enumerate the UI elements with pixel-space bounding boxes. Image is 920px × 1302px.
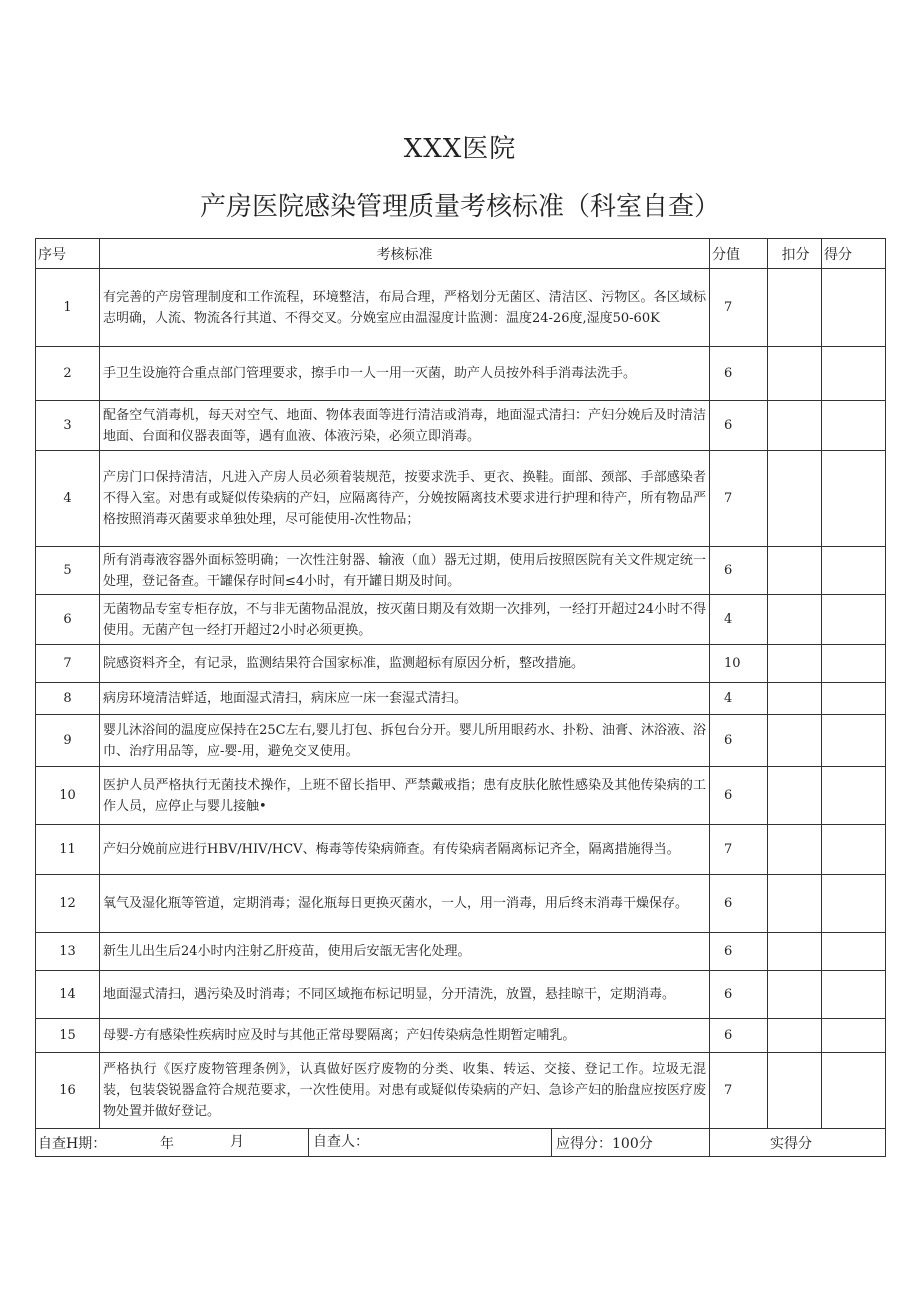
row-no: 4 <box>36 451 100 547</box>
row-standard: 氧气及湿化瓶等管道，定期消毒；湿化瓶每日更换灭菌水，一人，用一消毒，用后终末消毒干燥保存。 <box>100 875 710 933</box>
row-standard: 母婴-方有感染性疾病时应及时与其他正常母婴隔离；产妇传染病急性期暂定哺乳。 <box>100 1019 710 1053</box>
row-deduct[interactable] <box>768 971 822 1019</box>
table-row <box>36 1053 886 1129</box>
header-standard: 考核标准 <box>100 239 710 269</box>
row-standard: 所有消毒液容器外面标签明确；一次性注射器、输液（血）器无过期，使用后按照医院有关文件规定统一处理，登记备查。干罐保存时间≤4小时，有开罐日期及时间。 <box>100 547 710 595</box>
footer-year: 年 <box>160 1135 174 1152</box>
row-get[interactable] <box>822 825 886 875</box>
row-standard: 病房环境清洁蛘适，地面湿式清扫，病床应一床一套湿式清扫。 <box>100 683 710 715</box>
row-deduct[interactable] <box>768 401 822 451</box>
row-get[interactable] <box>822 683 886 715</box>
row-deduct[interactable] <box>768 875 822 933</box>
header-no: 序号 <box>36 239 100 269</box>
table-row <box>36 933 886 971</box>
row-score: 6 <box>710 767 768 825</box>
row-get[interactable] <box>822 547 886 595</box>
row-score: 7 <box>710 269 768 347</box>
assessment-table <box>35 238 886 1157</box>
row-no: 11 <box>36 825 100 875</box>
table-row <box>36 347 886 401</box>
row-deduct[interactable] <box>768 451 822 547</box>
row-deduct[interactable] <box>768 1053 822 1129</box>
table-row <box>36 767 886 825</box>
row-standard: 配备空气消毒机，每天对空气、地面、物体表面等进行清洁或消毒，地面湿式清扫：产妇分娩后及时清洁地面、台面和仪器表面等，遇有血液、体液污染，必须立即消毒。 <box>100 401 710 451</box>
row-get[interactable] <box>822 767 886 825</box>
row-score: 6 <box>710 875 768 933</box>
row-deduct[interactable] <box>768 825 822 875</box>
row-no: 13 <box>36 933 100 971</box>
row-score: 7 <box>710 825 768 875</box>
row-get[interactable] <box>822 715 886 767</box>
row-deduct[interactable] <box>768 767 822 825</box>
footer-row <box>36 1129 886 1157</box>
table-row <box>36 875 886 933</box>
row-standard: 有完善的产房管理制度和工作流程，环境整洁，布局合理，严格划分无菌区、清洁区、污物区。各区域标志明确，人流、物流各行其道、不得交叉。分娩室应由温湿度计监测：温度24-26度,湿度50-60K <box>100 269 710 347</box>
row-standard: 产妇分娩前应进行HBV/HIV/HCV、梅毒等传染病筛查。有传染病者隔离标记齐全，隔离措施得当。 <box>100 825 710 875</box>
row-deduct[interactable] <box>768 933 822 971</box>
row-no: 8 <box>36 683 100 715</box>
footer-checker: 自查人： <box>309 1129 552 1156</box>
row-get[interactable] <box>822 347 886 401</box>
table-row <box>36 269 886 347</box>
row-deduct[interactable] <box>768 547 822 595</box>
row-score: 7 <box>710 451 768 547</box>
row-score: 6 <box>710 547 768 595</box>
row-deduct[interactable] <box>768 645 822 683</box>
page-title: 产房医院感染管理质量考核标准（科室自查） <box>199 192 720 222</box>
row-standard: 婴儿沐浴间的温度应保持在25C左右,婴儿打包、拆包台分开。婴儿所用眼药水、扑粉、油膏、沐浴液、浴巾、治疗用品等，应-婴-用，避免交叉使用。 <box>100 715 710 767</box>
row-score: 6 <box>710 1019 768 1053</box>
table-row <box>36 645 886 683</box>
footer-total: 应得分：100分 <box>556 1135 653 1152</box>
footer-actual: 实得分 <box>710 1129 886 1157</box>
row-score: 10 <box>710 645 768 683</box>
table-row <box>36 595 886 645</box>
table-row <box>36 971 886 1019</box>
header-score: 分值 <box>710 239 768 269</box>
row-get[interactable] <box>822 451 886 547</box>
row-no: 3 <box>36 401 100 451</box>
row-score: 6 <box>710 971 768 1019</box>
row-no: 6 <box>36 595 100 645</box>
row-score: 6 <box>710 715 768 767</box>
row-no: 9 <box>36 715 100 767</box>
row-standard: 新生儿出生后24小时内注射乙肝疫苗，使用后安瓿无害化处理。 <box>100 933 710 971</box>
row-get[interactable] <box>822 875 886 933</box>
row-standard: 无菌物品专室专柜存放，不与非无菌物品混放，按灭菌日期及有效期一次排列，一经打开超过24小时不得使用。无菌产包一经打开超过2小时必须更换。 <box>100 595 710 645</box>
row-standard: 产房门口保持清洁，凡进入产房人员必须着装规范，按要求洗手、更衣、换鞋。面部、颈部、手部感染者不得入室。对患有或疑似传染病的产妇，应隔离待产，分娩按隔离技术要求进行护理和待产，所有物品严格按照消毒灭菌要求单独处理，尽可能使用-次性物品； <box>100 451 710 547</box>
row-standard: 地面湿式清扫，遇污染及时消毒；不同区域拖布标记明显，分开清洗，放置，悬挂晾干，定期消毒。 <box>100 971 710 1019</box>
footer-date-label: 自查H期： <box>38 1135 107 1152</box>
table-row <box>36 825 886 875</box>
row-score: 6 <box>710 347 768 401</box>
row-no: 7 <box>36 645 100 683</box>
row-deduct[interactable] <box>768 683 822 715</box>
table-row <box>36 683 886 715</box>
row-deduct[interactable] <box>768 1019 822 1053</box>
table-row <box>36 1019 886 1053</box>
row-score: 6 <box>710 401 768 451</box>
row-score: 4 <box>710 595 768 645</box>
row-standard: 院感资料齐全，有记录，监测结果符合国家标准，监测超标有原因分析，整改措施。 <box>100 645 710 683</box>
row-score: 4 <box>710 683 768 715</box>
row-no: 2 <box>36 347 100 401</box>
row-deduct[interactable] <box>768 715 822 767</box>
table-row <box>36 451 886 547</box>
footer-month: 月 <box>230 1129 309 1156</box>
row-deduct[interactable] <box>768 269 822 347</box>
row-no: 5 <box>36 547 100 595</box>
row-standard: 医护人员严格执行无菌技术操作，上班不留长指甲、严禁戴戒指；患有皮肤化脓性感染及其他传染病的工作人员，应停止与婴儿接触• <box>100 767 710 825</box>
row-standard: 严格执行《医疗废物管理条例》，认真做好医疗废物的分类、收集、转运、交接、登记工作。垃圾无混装，包装袋锐器盒符合规范要求，一次性使用。对患有或疑似传染病的产妇、急诊产妇的胎盘应按医疗废物处置并做好登记。 <box>100 1053 710 1129</box>
header-deduct: 扣分 <box>768 239 822 269</box>
row-get[interactable] <box>822 595 886 645</box>
row-score: 6 <box>710 933 768 971</box>
row-no: 1 <box>36 269 100 347</box>
table-row <box>36 401 886 451</box>
header-get: 得分 <box>822 239 886 269</box>
row-no: 15 <box>36 1019 100 1053</box>
row-no: 14 <box>36 971 100 1019</box>
row-get[interactable] <box>822 401 886 451</box>
row-get[interactable] <box>822 1019 886 1053</box>
row-standard: 手卫生设施符合重点部门管理要求，擦手巾一人一用一灭菌，助产人员按外科手消毒法洗手。 <box>100 347 710 401</box>
row-get[interactable] <box>822 645 886 683</box>
row-deduct[interactable] <box>768 347 822 401</box>
row-get[interactable] <box>822 933 886 971</box>
row-deduct[interactable] <box>768 595 822 645</box>
table-row <box>36 715 886 767</box>
row-no: 10 <box>36 767 100 825</box>
hospital-name: XXX医院 <box>403 134 517 164</box>
row-score: 7 <box>710 1053 768 1129</box>
row-get[interactable] <box>822 269 886 347</box>
table-row <box>36 547 886 595</box>
row-no: 12 <box>36 875 100 933</box>
row-get[interactable] <box>822 1053 886 1129</box>
row-get[interactable] <box>822 971 886 1019</box>
table-header-row <box>36 239 886 269</box>
row-no: 16 <box>36 1053 100 1129</box>
